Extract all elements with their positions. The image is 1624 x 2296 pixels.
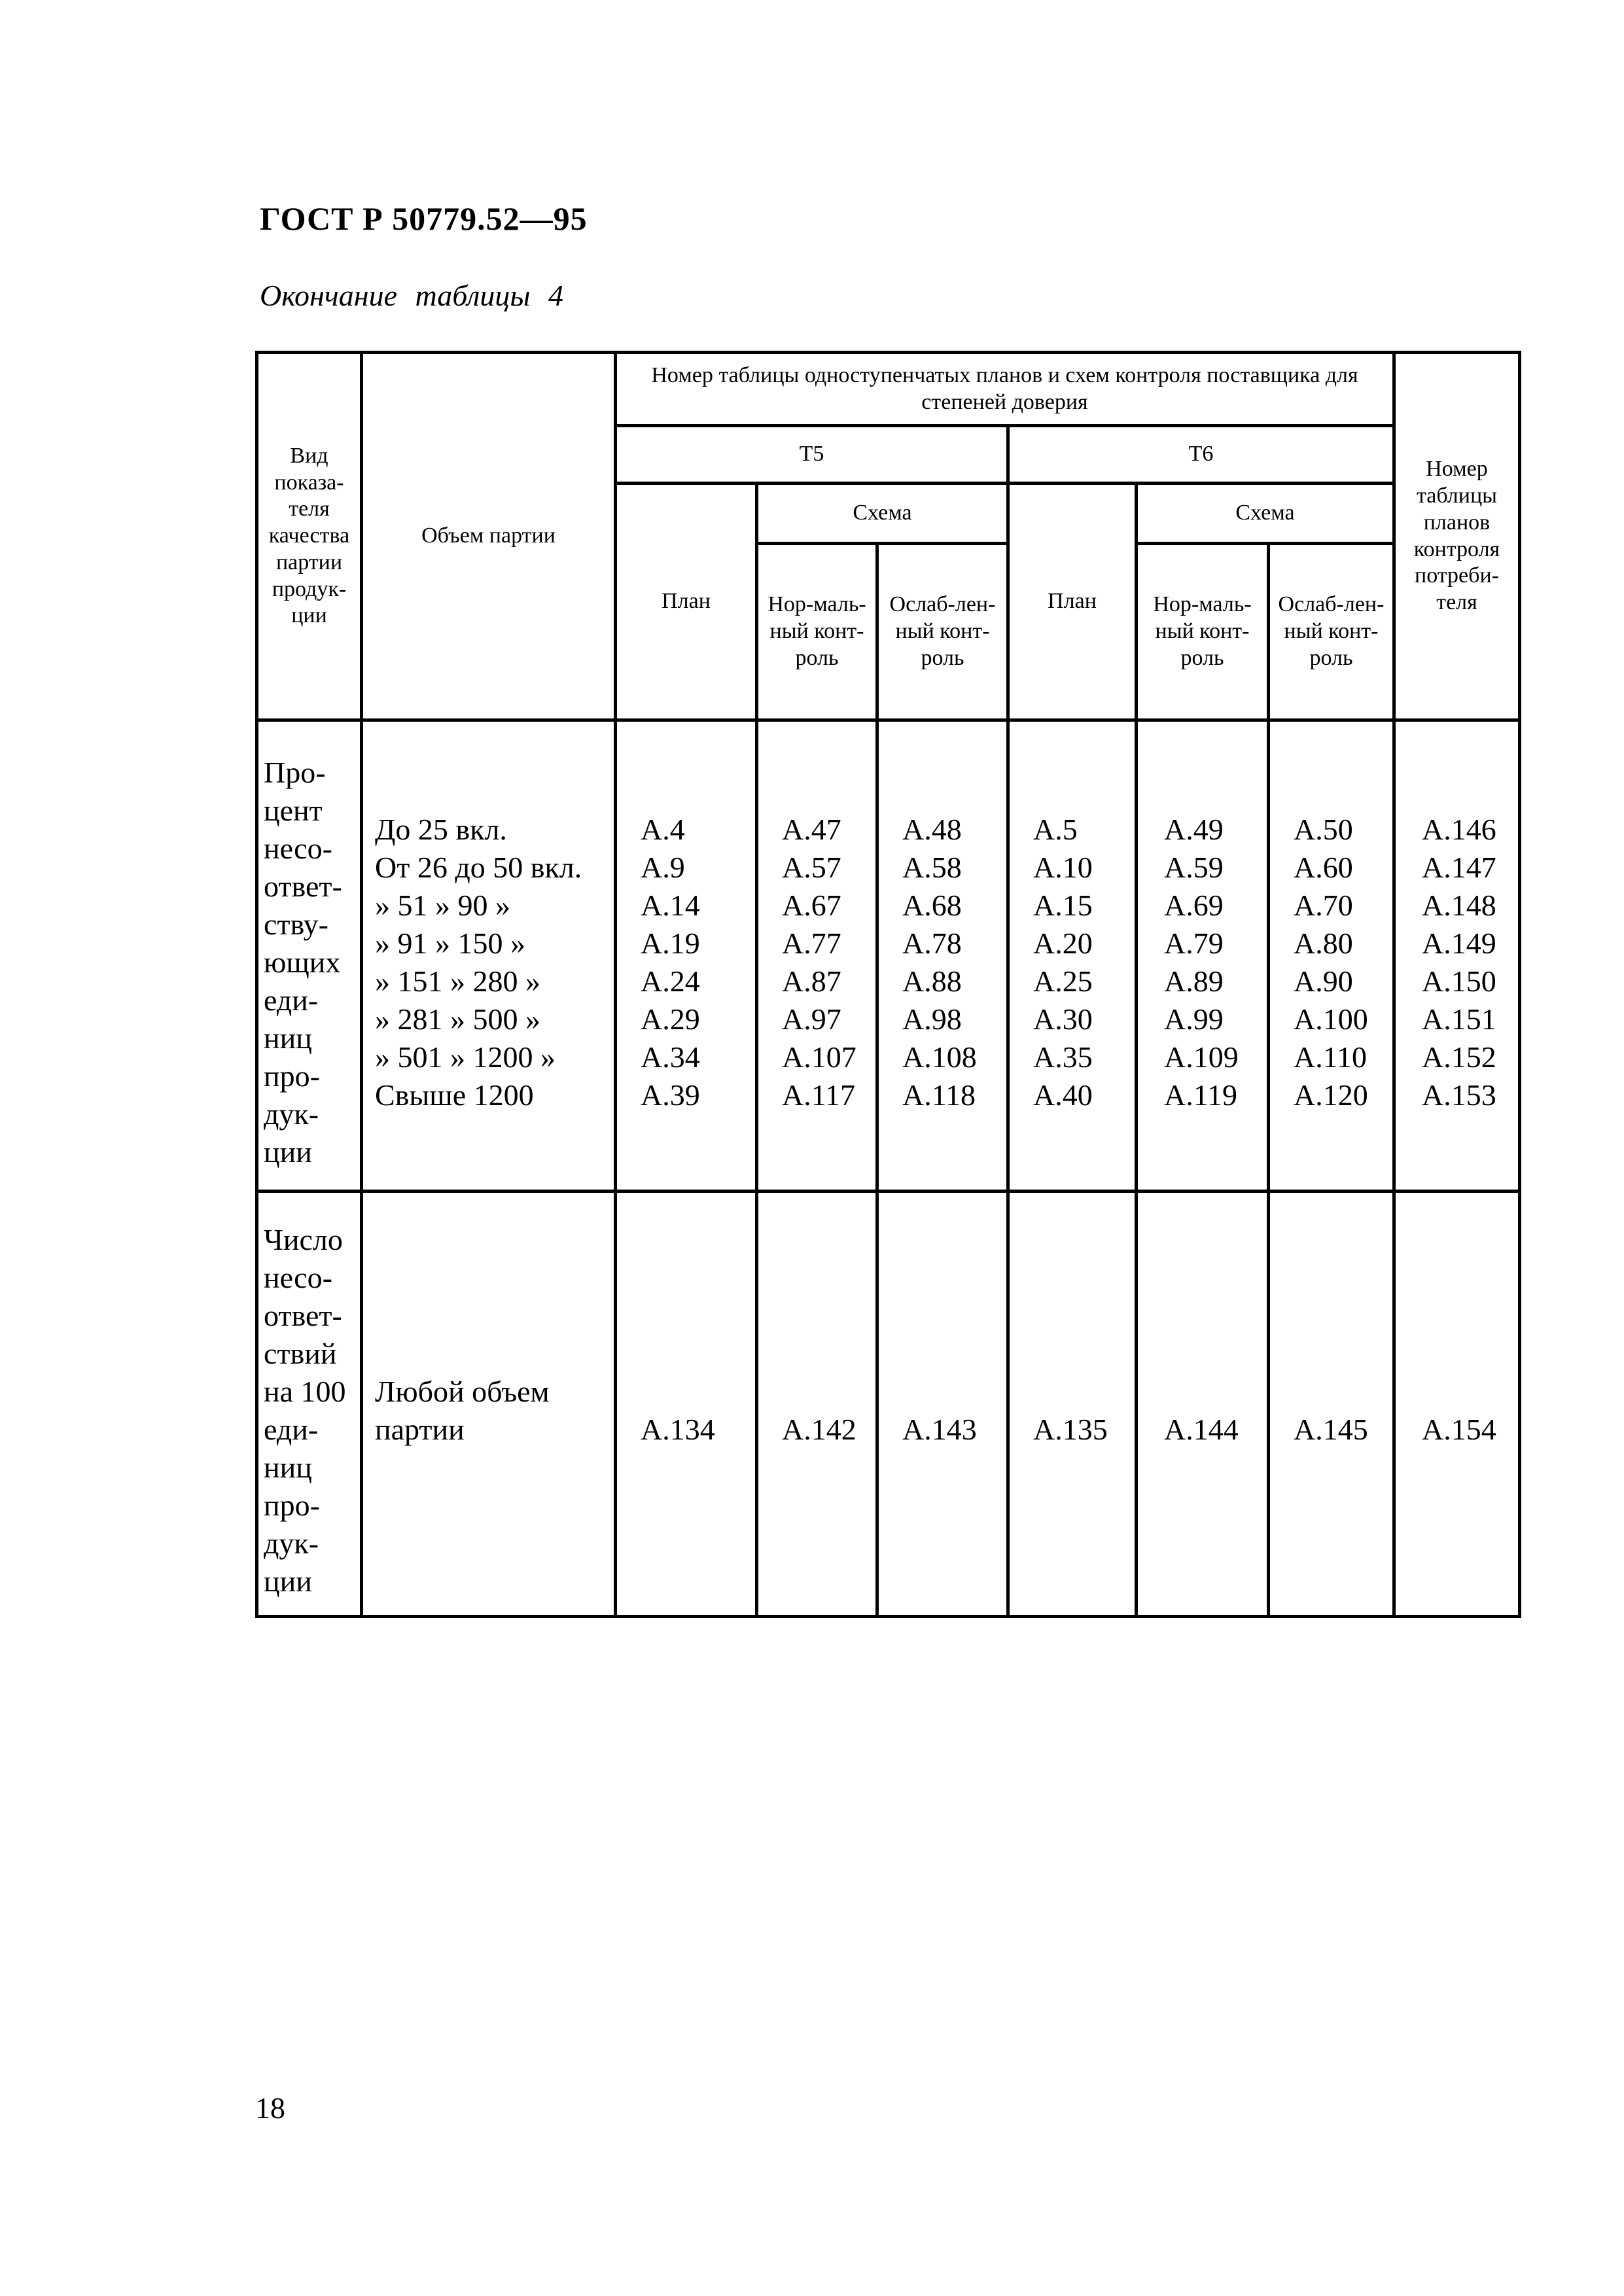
consumer: А.154 xyxy=(1422,1412,1496,1446)
list-item: » 51 » 90 » xyxy=(375,888,510,922)
list-item: А.89 xyxy=(1164,964,1224,998)
t5-reduced-list xyxy=(879,798,1006,1114)
header-lot-size: Объем партии xyxy=(362,353,616,720)
page-number: 18 xyxy=(255,2091,285,2125)
list-item: А.152 xyxy=(1422,1040,1496,1074)
list-item: А.25 xyxy=(1033,964,1093,998)
t5-plan-list xyxy=(617,798,755,1114)
list-item: » 151 » 280 » xyxy=(375,964,540,998)
list-item: А.90 xyxy=(1294,964,1353,998)
list-item: А.77 xyxy=(782,926,841,960)
list-item: А.48 xyxy=(902,812,962,846)
list-item: А.60 xyxy=(1294,850,1353,884)
t6-normal: А.144 xyxy=(1164,1412,1239,1446)
list-item: А.119 xyxy=(1164,1078,1238,1112)
list-item: А.146 xyxy=(1422,812,1496,846)
t6-reduced: А.145 xyxy=(1294,1412,1368,1446)
lot-size: Любой объем партии xyxy=(375,1374,550,1446)
list-item: » 91 » 150 » xyxy=(375,926,525,960)
row-indicator: Про-цент несо-ответ-ству-ющих еди-ниц про-дук-ции xyxy=(264,755,342,1169)
t5-normal: А.142 xyxy=(782,1412,856,1446)
t5-reduced: А.143 xyxy=(902,1412,977,1446)
list-item: А.4 xyxy=(641,812,685,846)
list-item: А.20 xyxy=(1033,926,1093,960)
list-item: До 25 вкл. xyxy=(375,812,507,846)
list-item: А.100 xyxy=(1294,1002,1368,1036)
row-indicator: Число несо-ответ-ствий на 100 еди-ниц про-дук-ции xyxy=(264,1222,346,1598)
list-item: А.24 xyxy=(641,964,700,998)
list-item: А.5 xyxy=(1033,812,1078,846)
list-item: А.97 xyxy=(782,1002,841,1036)
list-item: А.69 xyxy=(1164,888,1224,922)
table-row xyxy=(257,720,1520,1192)
header-consumer: Номер таблицы планов контроля потреби-теля xyxy=(1394,353,1520,720)
table-row xyxy=(257,1192,1520,1617)
list-item: А.35 xyxy=(1033,1040,1093,1074)
header-t6-scheme: Схема xyxy=(1137,484,1394,544)
consumer-list xyxy=(1396,798,1518,1114)
list-item: А.147 xyxy=(1422,850,1496,884)
t6-plan: А.135 xyxy=(1033,1412,1108,1446)
list-item: А.79 xyxy=(1164,926,1224,960)
list-item: А.153 xyxy=(1422,1078,1496,1112)
list-item: А.14 xyxy=(641,888,700,922)
list-item: А.70 xyxy=(1294,888,1353,922)
list-item: А.107 xyxy=(782,1040,856,1074)
table-4 xyxy=(255,351,1521,1618)
list-item: А.151 xyxy=(1422,1002,1496,1036)
list-item: А.108 xyxy=(902,1040,977,1074)
list-item: А.80 xyxy=(1294,926,1353,960)
list-item: А.39 xyxy=(641,1078,700,1112)
list-item: А.15 xyxy=(1033,888,1093,922)
list-item: А.117 xyxy=(782,1078,856,1112)
header-indicator: Вид показа-теля качества партии продук-ции xyxy=(257,353,362,720)
list-item: От 26 до 50 вкл. xyxy=(375,850,582,884)
list-item: » 281 » 500 » xyxy=(375,1002,540,1036)
list-item: А.57 xyxy=(782,850,841,884)
list-item: А.78 xyxy=(902,926,962,960)
header-t5: Т5 xyxy=(616,426,1008,484)
list-item: А.149 xyxy=(1422,926,1496,960)
t6-plan-list xyxy=(1010,798,1135,1114)
document-code: ГОСТ Р 50779.52—95 xyxy=(260,200,588,237)
header-group: Номер таблицы одноступенчатых планов и схем контроля поставщика для степеней доверия xyxy=(616,353,1394,426)
t5-normal-list xyxy=(758,798,875,1114)
header-t5-plan: План xyxy=(616,484,757,720)
list-item: А.120 xyxy=(1294,1078,1368,1112)
list-item: А.99 xyxy=(1164,1002,1224,1036)
list-item: А.30 xyxy=(1033,1002,1093,1036)
header-t5-normal: Нор-маль-ный конт-роль xyxy=(757,544,877,720)
list-item: А.110 xyxy=(1294,1040,1368,1074)
list-item: Свыше 1200 xyxy=(375,1078,534,1112)
list-item: » 501 » 1200 » xyxy=(375,1040,556,1074)
header-t5-scheme: Схема xyxy=(757,484,1008,544)
list-item: А.9 xyxy=(641,850,685,884)
list-item: А.19 xyxy=(641,926,700,960)
lot-size-list xyxy=(363,798,614,1114)
list-item: А.10 xyxy=(1033,850,1093,884)
list-item: А.58 xyxy=(902,850,962,884)
list-item: А.49 xyxy=(1164,812,1224,846)
list-item: А.29 xyxy=(641,1002,700,1036)
t6-reduced-list xyxy=(1270,798,1392,1114)
list-item: А.109 xyxy=(1164,1040,1239,1074)
list-item: А.87 xyxy=(782,964,841,998)
list-item: А.34 xyxy=(641,1040,700,1074)
header-t6-normal: Нор-маль-ный конт-роль xyxy=(1137,544,1269,720)
header-t6-plan: План xyxy=(1008,484,1137,720)
list-item: А.67 xyxy=(782,888,841,922)
header-t6-reduced: Ослаб-лен-ный конт-роль xyxy=(1269,544,1394,720)
list-item: А.50 xyxy=(1294,812,1353,846)
list-item: А.47 xyxy=(782,812,841,846)
header-t5-reduced: Ослаб-лен-ный конт-роль xyxy=(877,544,1008,720)
list-item: А.150 xyxy=(1422,964,1496,998)
list-item: А.118 xyxy=(902,1078,976,1112)
list-item: А.148 xyxy=(1422,888,1496,922)
list-item: А.40 xyxy=(1033,1078,1093,1112)
list-item: А.98 xyxy=(902,1002,962,1036)
t6-normal-list xyxy=(1138,798,1267,1114)
list-item: А.68 xyxy=(902,888,962,922)
list-item: А.59 xyxy=(1164,850,1224,884)
list-item: А.88 xyxy=(902,964,962,998)
t5-plan: А.134 xyxy=(641,1412,715,1446)
header-t6: Т6 xyxy=(1008,426,1394,484)
table-caption: Окончание таблицы 4 xyxy=(260,279,563,312)
